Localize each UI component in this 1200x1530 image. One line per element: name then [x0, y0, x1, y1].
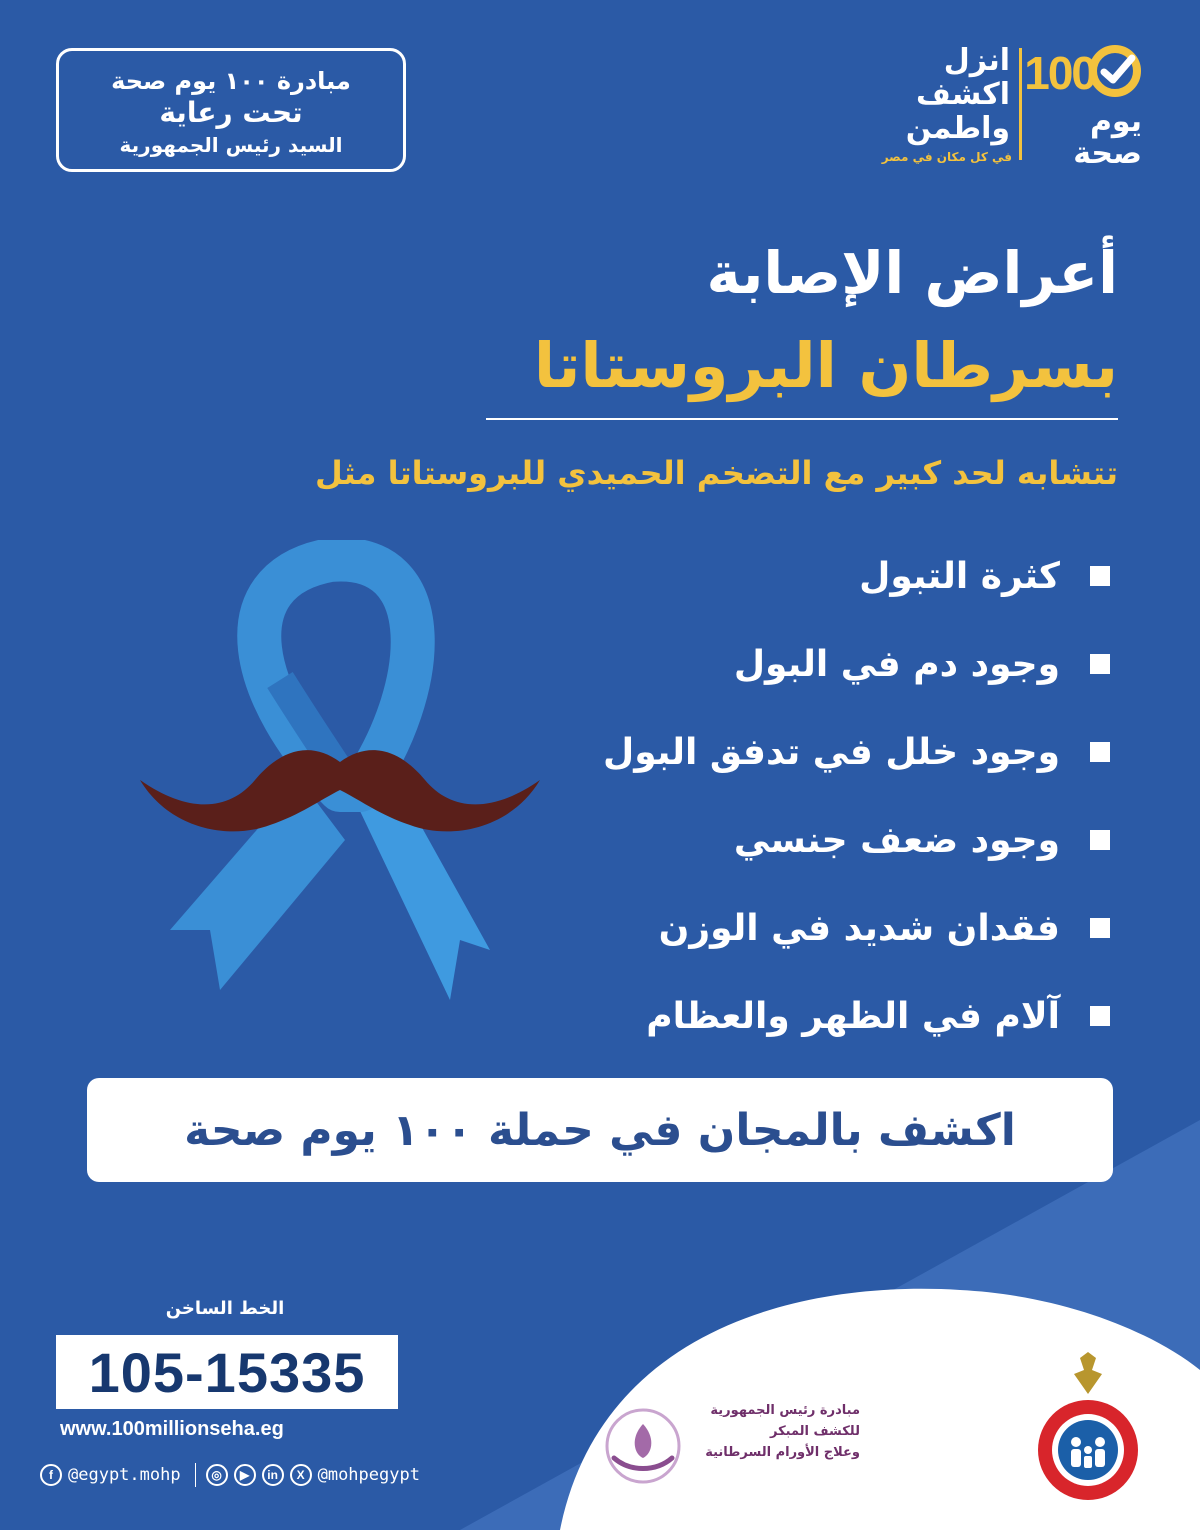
list-item [470, 884, 1110, 972]
logo-subtitle: في كل مكان في مصر [881, 150, 1012, 164]
list-item [470, 796, 1110, 884]
bullet-square-icon [1090, 918, 1110, 938]
title-divider [486, 418, 1118, 420]
partner-line-1: مبادرة رئيس الجمهورية [710, 1403, 860, 1418]
partner-line-2: للكشف المبكر [770, 1424, 860, 1439]
logo-slogan-1: انزل [943, 43, 1010, 78]
partner-line-3: وعلاج الأورام السرطانية [705, 1445, 860, 1460]
facebook-handle[interactable]: @egypt.mohp [68, 1465, 181, 1485]
social-row [40, 1460, 432, 1490]
social-divider [195, 1463, 196, 1487]
bullet-square-icon [1090, 830, 1110, 850]
page-title-highlight: بسرطان البروستاتا [533, 329, 1118, 402]
logo-divider [1019, 48, 1022, 160]
bullet-square-icon [1090, 566, 1110, 586]
youtube-icon[interactable]: ▶ [234, 1464, 256, 1486]
symptom-text: آلام في الظهر والعظام [646, 995, 1060, 1037]
website-link[interactable]: www.100millionseha.eg [60, 1418, 284, 1440]
ministry-seal-logo [1030, 1350, 1146, 1510]
subtitle: تتشابه لحد كبير مع التضخم الحميدي للبروستاتا مثل [315, 454, 1118, 492]
hotline-number: 105-15335 [88, 1340, 366, 1404]
check-circle-icon [1086, 42, 1144, 100]
hotline-box [56, 1335, 398, 1409]
list-item [470, 708, 1110, 796]
social-handle[interactable]: @mohpegypt [317, 1465, 420, 1485]
bullet-square-icon [1090, 654, 1110, 674]
partner-initiative [600, 1400, 860, 1490]
logo-number: 100 [1024, 47, 1095, 99]
linkedin-icon[interactable]: in [262, 1464, 284, 1486]
symptom-list [470, 532, 1110, 1060]
list-item [470, 532, 1110, 620]
logo-yom: يوم [1089, 104, 1142, 139]
cta-banner [87, 1078, 1113, 1182]
page-title: أعراض الإصابة [706, 239, 1118, 307]
facebook-icon[interactable]: f [40, 1464, 62, 1486]
hands-leaf-logo-icon [600, 1406, 686, 1486]
campaign-logo [850, 38, 1150, 171]
symptom-text: وجود خلل في تدفق البول [603, 731, 1060, 773]
logo-slogan [860, 44, 1010, 146]
symptom-text: كثرة التبول [859, 555, 1060, 597]
instagram-icon[interactable]: ◎ [206, 1464, 228, 1486]
initiative-line-2: تحت رعاية [159, 96, 303, 129]
bullet-square-icon [1090, 1006, 1110, 1026]
list-item [470, 972, 1110, 1060]
list-item [470, 620, 1110, 708]
symptom-text: وجود ضعف جنسي [733, 819, 1060, 861]
initiative-line-1: مبادرة ١٠٠ يوم صحة [111, 67, 351, 95]
symptom-text: وجود دم في البول [733, 643, 1060, 685]
logo-seha: صحة [1073, 136, 1142, 171]
x-icon[interactable]: X [290, 1464, 312, 1486]
partner-text [690, 1400, 860, 1463]
bullet-square-icon [1090, 742, 1110, 762]
logo-slogan-2: اكشف [916, 77, 1010, 112]
logo-slogan-3: واطمن [905, 111, 1010, 146]
initiative-box [56, 48, 406, 172]
symptom-text: فقدان شديد في الوزن [658, 907, 1060, 949]
initiative-line-3: السيد رئيس الجمهورية [119, 133, 343, 157]
logo-yom-seha [1032, 106, 1142, 170]
cta-text: اكشف بالمجان في حملة ١٠٠ يوم صحة [184, 1104, 1016, 1156]
hotline-label: الخط الساخن [165, 1298, 285, 1319]
